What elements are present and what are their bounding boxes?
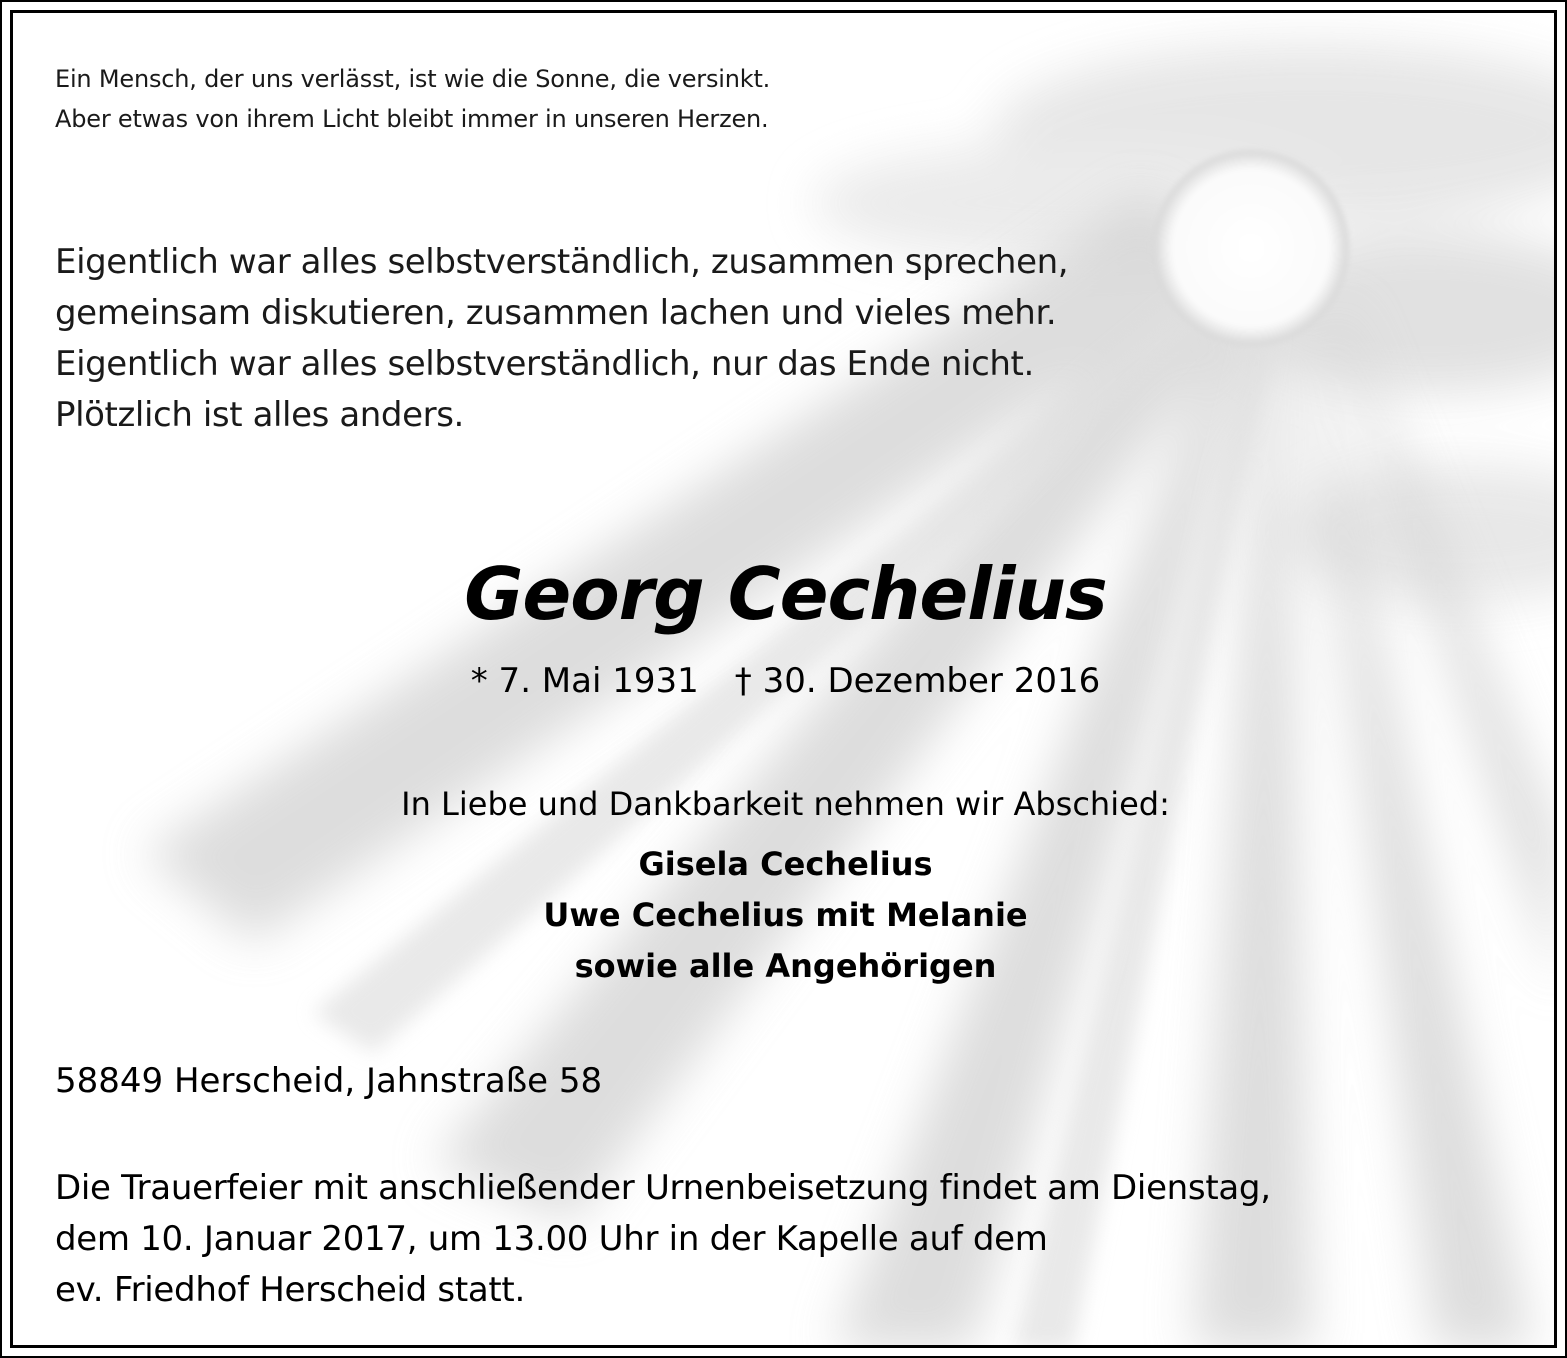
mourners-list: [13, 839, 1557, 992]
motto-line: Aber etwas von ihrem Licht bleibt immer in unseren Herzen.: [55, 105, 769, 133]
family-address: 58849 Herscheid, Jahnstraße 58: [55, 1061, 603, 1101]
poem-line: Eigentlich war alles selbstverständlich, nur das Ende nicht.: [55, 344, 1034, 384]
poem-line: gemeinsam diskutieren, zusammen lachen und vieles mehr.: [55, 293, 1057, 333]
mourner-name: Uwe Cechelius mit Melanie: [543, 896, 1028, 934]
mourner-name: sowie alle Angehörigen: [574, 947, 997, 985]
mourner-name: Gisela Cechelius: [638, 845, 933, 883]
birth-date: * 7. Mai 1931: [470, 661, 699, 701]
sun-icon: [1153, 150, 1349, 346]
service-line: Die Trauerfeier mit anschließender Urnenbeisetzung findet am Dienstag,: [55, 1168, 1271, 1208]
motto-line: Ein Mensch, der uns verlässt, ist wie die Sonne, die versinkt.: [55, 65, 771, 93]
service-line: ev. Friedhof Herscheid statt.: [55, 1270, 525, 1310]
funeral-service-notice: [55, 1163, 1271, 1316]
poem-line: Eigentlich war alles selbstverständlich, zusammen sprechen,: [55, 242, 1069, 282]
poem-text: [55, 237, 1068, 441]
death-date: † 30. Dezember 2016: [734, 661, 1101, 701]
deceased-name: Georg Cechelius: [464, 552, 1107, 636]
motto-quote: [55, 59, 770, 139]
farewell-intro: In Liebe und Dankbarkeit nehmen wir Abschied:: [401, 785, 1170, 823]
life-dates: [13, 656, 1557, 706]
poem-line: Plötzlich ist alles anders.: [55, 395, 464, 435]
obituary-frame: [10, 10, 1557, 1348]
service-line: dem 10. Januar 2017, um 13.00 Uhr in der Kapelle auf dem: [55, 1219, 1048, 1259]
